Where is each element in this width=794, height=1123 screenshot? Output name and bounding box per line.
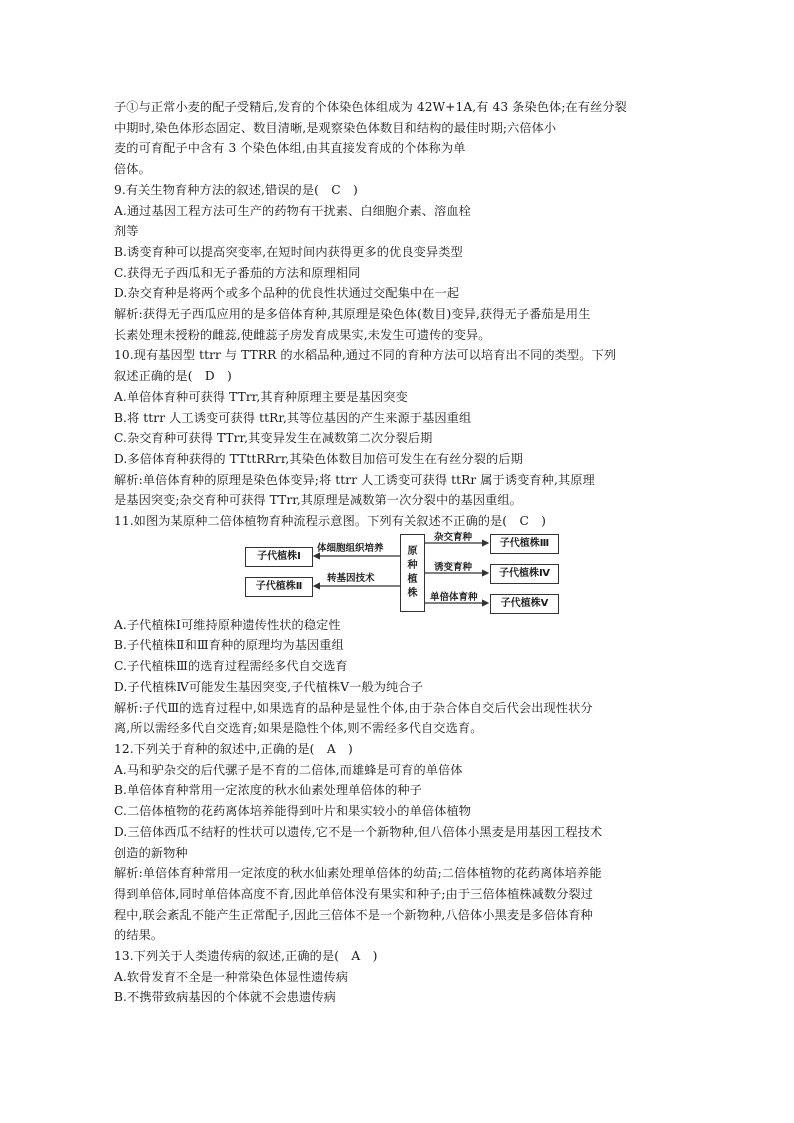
text-line: 倍体。	[114, 162, 151, 177]
analysis-line: 是基因突变;杂交育种可获得 TTrr,其原理是减数第一次分裂中的基因重组。	[114, 493, 522, 508]
text-line: 麦的可育配子中含有 3 个染色体组,由其直接发育成的个体称为单	[114, 141, 466, 156]
label-somatic-tissue-culture: 体细胞组织培养	[317, 542, 384, 554]
document-page	[114, 97, 686, 1008]
option-d: D.子代植株Ⅳ可能发生基因突变,子代植株Ⅴ一般为纯合子	[114, 679, 423, 694]
question-13	[114, 946, 686, 1008]
question-stem: 13.下列关于人类遗传病的叙述,正确的是( A )	[114, 949, 378, 964]
option-b: B.单倍体育种常用一定浓度的秋水仙素处理单倍体的种子	[114, 783, 422, 798]
breeding-flow-diagram	[114, 531, 686, 614]
question-stem: 10.现有基因型 ttrr 与 TTRR 的水稻品种,通过不同的育种方法可以培育出不同的类型。下列	[114, 348, 617, 363]
center-char: 株	[407, 587, 418, 599]
label-haploid-breeding: 单倍体育种	[430, 591, 478, 603]
question-stem: 12.下列关于育种的叙述中,正确的是( A )	[114, 741, 353, 756]
option-a: A.通过基因工程方法可生产的药物有干扰素、白细胞介素、溶血栓	[114, 203, 471, 218]
center-char: 原	[407, 545, 418, 557]
option-b: B.将 ttrr 人工诱变可获得 ttRr,其等位基因的产生来源于基因重组	[114, 410, 472, 425]
question-stem: 9.有关生物育种方法的叙述,错误的是( C )	[114, 182, 358, 197]
question-11	[114, 511, 686, 739]
option-d-continued: 创造的新物种	[114, 845, 188, 860]
center-char: 种	[407, 559, 418, 571]
option-a: A.马和驴杂交的后代骡子是不育的二倍体,而雄蜂是可育的单倍体	[114, 762, 463, 777]
analysis-line: 得到单倍体,同时单倍体高度不育,因此单倍体没有果实和种子;由于三倍体植株减数分裂过	[114, 886, 594, 901]
analysis-line: 长素处理未授粉的雌蕊,使雌蕊子房发育成果实,未发生可遗传的变异。	[114, 327, 491, 342]
offspring-plant-1-box: 子代植株Ⅰ	[245, 547, 313, 567]
analysis-line: 解析:子代Ⅲ的选育过程中,如果选育的品种是显性个体,由于杂合体自交后代会出现性状分	[114, 700, 593, 715]
question-12	[114, 739, 686, 946]
offspring-plant-3-box: 子代植株Ⅲ	[490, 534, 559, 554]
option-c: C.子代植株Ⅲ的选育过程需经多代自交选育	[114, 659, 348, 674]
option-a: A.单倍体育种可获得 TTrr,其育种原理主要是基因突变	[114, 389, 408, 404]
analysis-line: 解析:单倍体育种常用一定浓度的秋水仙素处理单倍体的幼苗;二倍体植物的花药离体培养能	[114, 866, 602, 881]
option-d: D.多倍体育种获得的 TTttRRrr,其染色体数目加倍可发生在有丝分裂的后期	[114, 451, 523, 466]
option-c: C.二倍体植物的花药离体培养能得到叶片和果实较小的单倍体植物	[114, 804, 472, 819]
option-a: A.子代植株Ⅰ可维持原种遗传性状的稳定性	[114, 617, 341, 632]
option-b: B.子代植株Ⅱ和Ⅲ育种的原理均为基因重组	[114, 638, 344, 653]
option-c: C.杂交育种可获得 TTrr,其变异发生在减数第二次分裂后期	[114, 431, 433, 446]
offspring-plant-2-box: 子代植株Ⅱ	[245, 577, 313, 597]
label-transgenic-technique: 转基因技术	[327, 572, 375, 584]
offspring-plant-5-box: 子代植株Ⅴ	[490, 594, 559, 614]
analysis-line: 离,所以需经多代自交选育;如果是隐性个体,则不需经多代自交选育。	[114, 721, 483, 736]
label-mutation-breeding: 诱变育种	[434, 561, 473, 573]
text-line: 子①与正常小麦的配子受精后,发育的个体染色体组成为 42W+1A,有 43 条染色体;在有丝分裂	[114, 100, 627, 114]
offspring-plant-4-box: 子代植株Ⅳ	[490, 564, 559, 584]
option-d: D.杂交育种是将两个或多个品种的优良性状通过交配集中在一起	[114, 286, 460, 301]
option-c: C.获得无子西瓜和无子番茄的方法和原理相同	[114, 265, 361, 280]
option-b: B.诱变育种可以提高突变率,在短时间内获得更多的优良变异类型	[114, 244, 463, 259]
option-d: D.三倍体西瓜不结籽的性状可以遗传,它不是一个新物种,但八倍体小黑麦是用基因工程技术	[114, 824, 603, 839]
question-stem: 11.如图为某原种二倍体植物育种流程示意图。下列有关叙述不正确的是( C )	[114, 514, 547, 529]
intro-paragraph	[114, 97, 686, 180]
option-b: B.不携带致病基因的个体就不会患遗传病	[114, 990, 336, 1005]
text-line: 中期时,染色体形态固定、数目清晰,是观察染色体数目和结构的最佳时期;六倍体小	[114, 120, 557, 135]
question-9	[114, 180, 686, 346]
original-plant-box	[400, 534, 425, 612]
analysis-line: 解析:获得无子西瓜应用的是多倍体育种,其原理是染色体(数目)变异,获得无子番茄是用生	[114, 307, 591, 322]
label-cross-breeding: 杂交育种	[434, 531, 473, 543]
option-a: A.软骨发育不全是一种常染色体显性遗传病	[114, 969, 349, 984]
analysis-line: 的结果。	[114, 928, 164, 943]
question-stem: 叙述正确的是( D )	[114, 369, 232, 384]
analysis-line: 解析:单倍体育种的原理是染色体变异;将 ttrr 人工诱变可获得 ttRr 属于诱变育种,其原理	[114, 472, 595, 487]
analysis-line: 程中,联会紊乱不能产生正常配子,因此三倍体不是一个新物种,八倍体小黑麦是多倍体育种	[114, 907, 593, 922]
question-10	[114, 345, 686, 511]
center-char: 植	[407, 573, 418, 585]
option-a-continued: 剂等	[114, 224, 139, 239]
